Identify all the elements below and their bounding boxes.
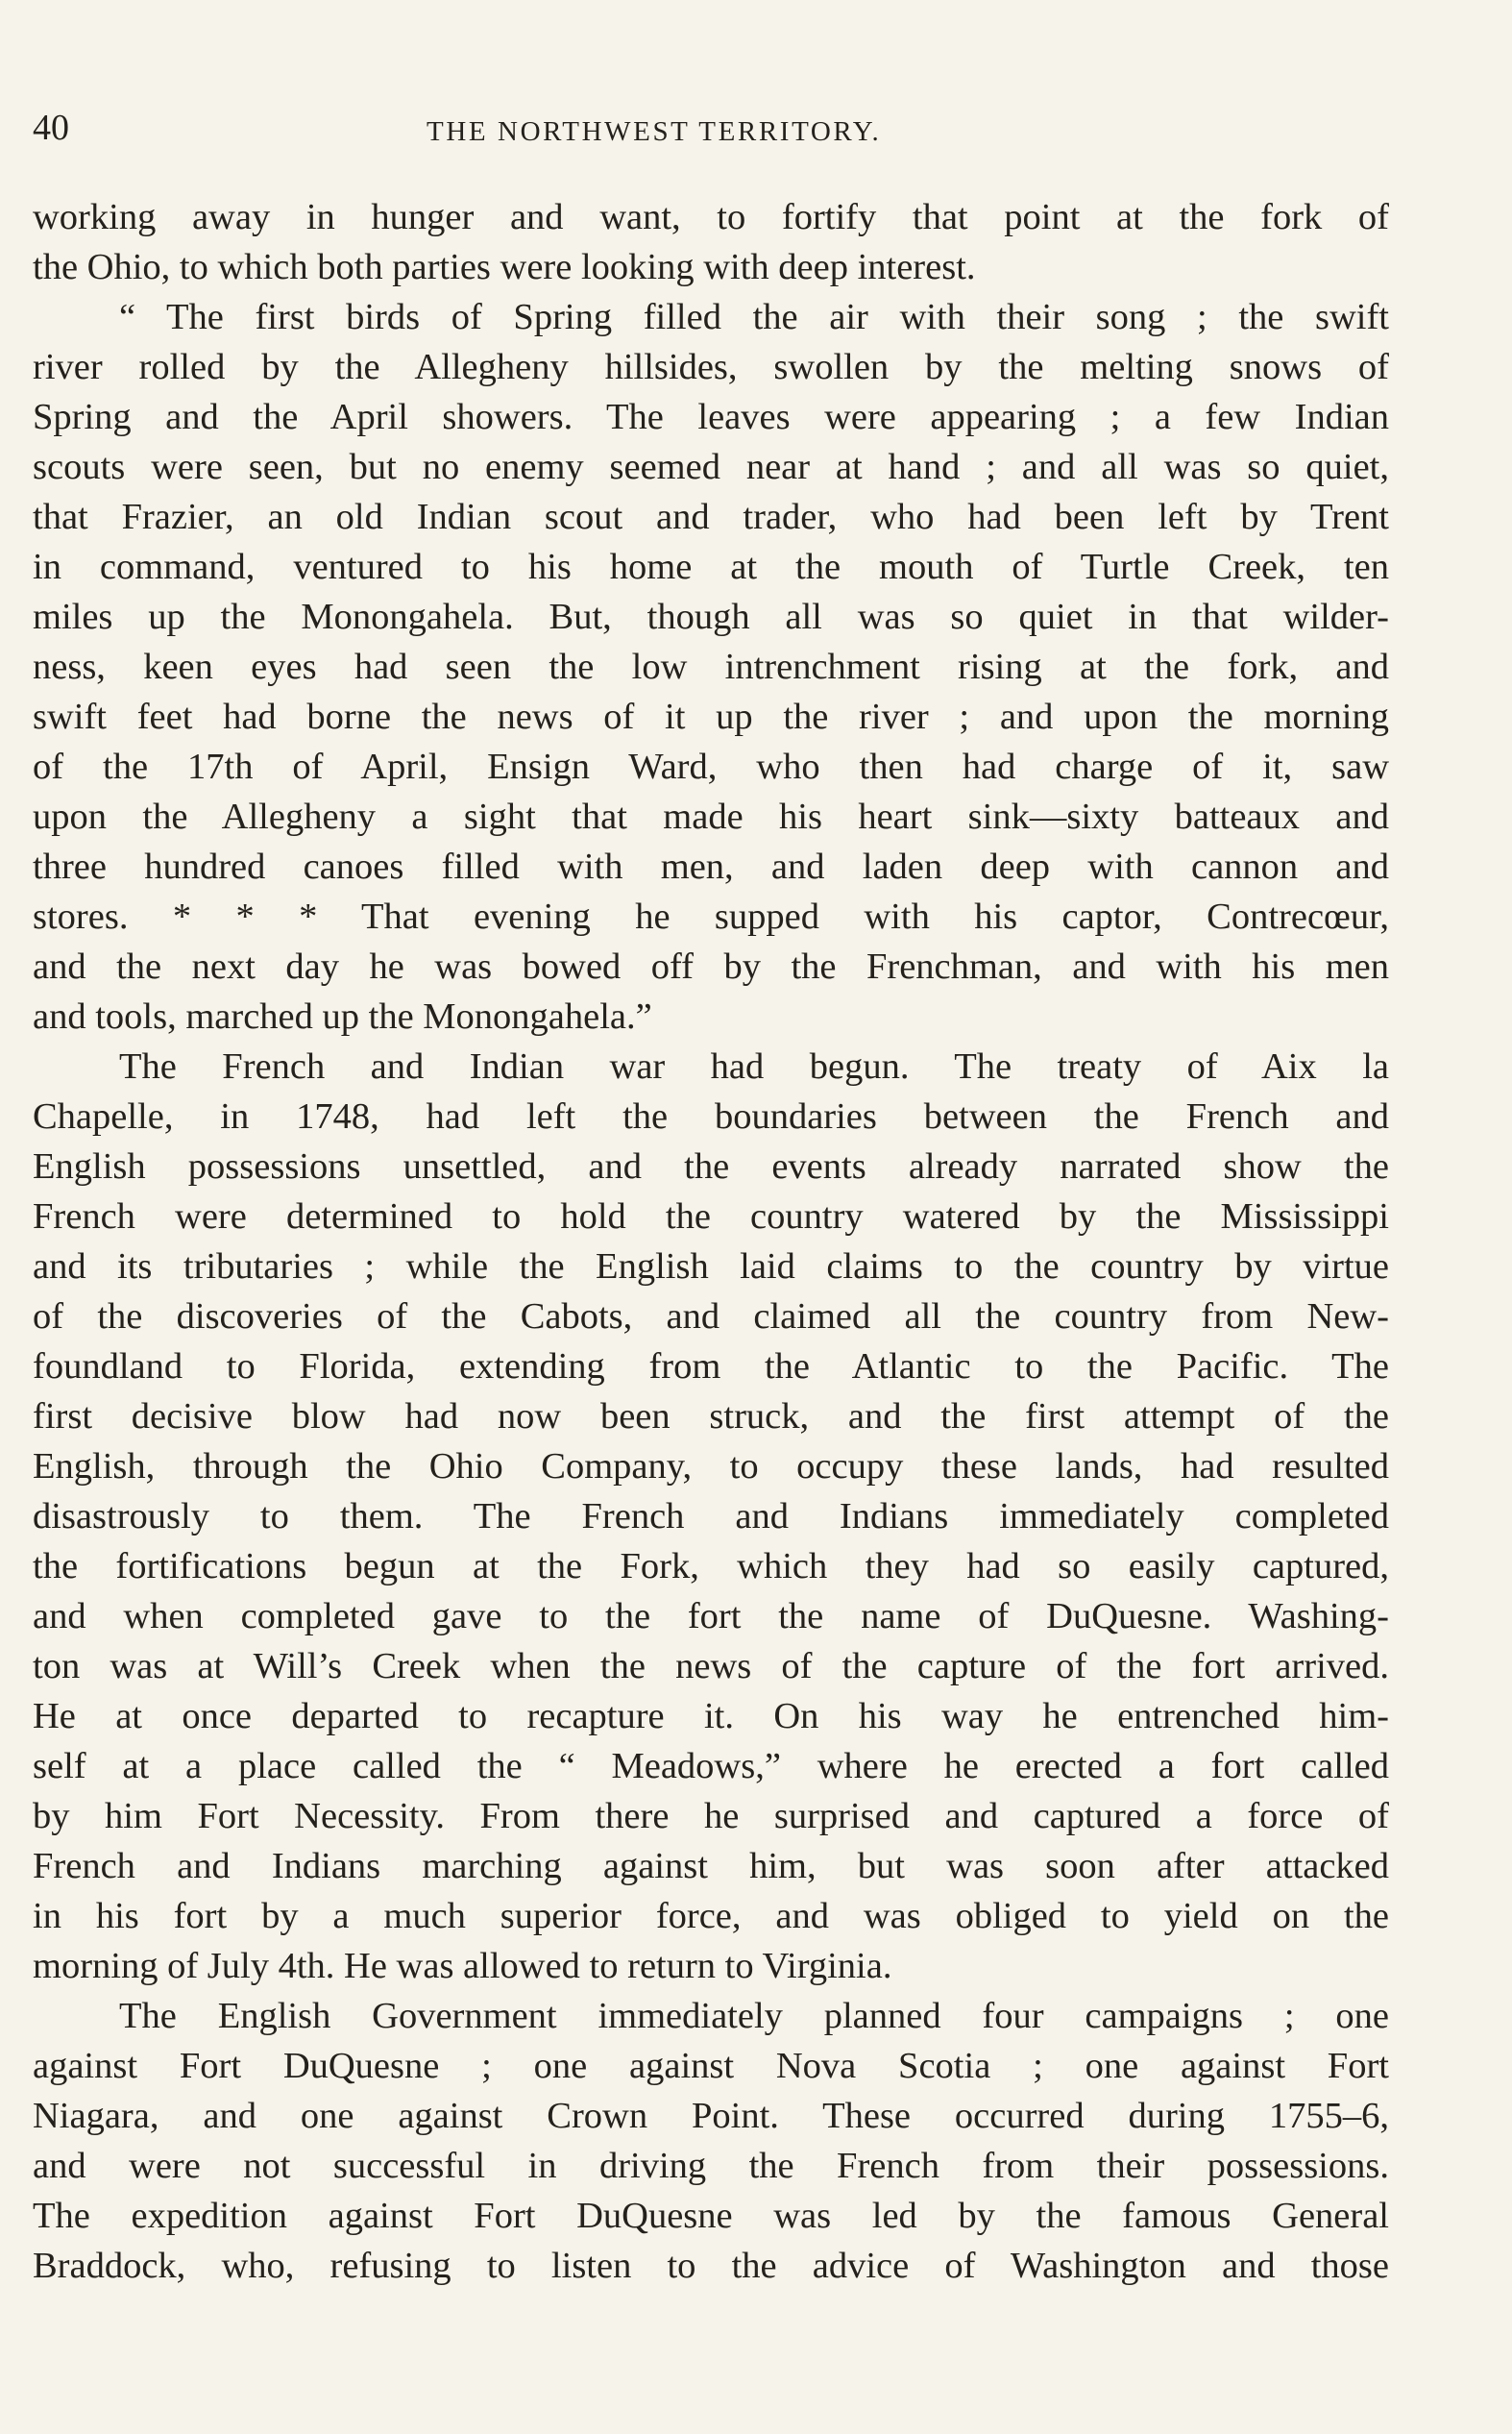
text-line: scouts were seen, but no enemy seemed near at hand ; and all was so quiet, xyxy=(33,447,1389,487)
body-text xyxy=(33,192,1389,2291)
text-line: ness, keen eyes had seen the low intrenchment rising at the fork, and xyxy=(33,647,1389,687)
text-line: stores. * * * That evening he supped with his captor, Contrecœur, xyxy=(33,897,1389,937)
text-line: self at a place called the “ Meadows,” where he erected a fort called xyxy=(33,1746,1389,1786)
page-number: 40 xyxy=(33,108,69,148)
text-line: upon the Allegheny a sight that made his heart sink—sixty batteaux and xyxy=(33,797,1389,837)
text-line: The expedition against Fort DuQuesne was led by the famous General xyxy=(33,2196,1389,2236)
text-line: and its tributaries ; while the English laid claims to the country by virtue xyxy=(33,1246,1389,1287)
text-line: the Ohio, to which both parties were looking with deep interest. xyxy=(33,247,976,287)
text-line: disastrously to them. The French and Indians immediately completed xyxy=(33,1496,1389,1537)
text-line: in command, ventured to his home at the mouth of Turtle Creek, ten xyxy=(33,547,1389,587)
page-header xyxy=(33,104,1387,152)
text-line: against Fort DuQuesne ; one against Nova Scotia ; one against Fort xyxy=(33,2046,1389,2086)
text-line: English possessions unsettled, and the events already narrated show the xyxy=(33,1146,1389,1187)
text-line: the fortifications begun at the Fork, which they had so easily captured, xyxy=(33,1546,1389,1586)
text-line: foundland to Florida, extending from the Atlantic to the Pacific. The xyxy=(33,1346,1389,1387)
text-line: swift feet had borne the news of it up the river ; and upon the morning xyxy=(33,697,1389,737)
text-line: Braddock, who, refusing to listen to the advice of Washington and those xyxy=(33,2246,1389,2286)
text-line: and the next day he was bowed off by the Frenchman, and with his men xyxy=(33,947,1389,987)
text-line: working away in hunger and want, to fortify that point at the fork of xyxy=(33,197,1389,237)
text-line: The French and Indian war had begun. The treaty of Aix la xyxy=(119,1046,1389,1087)
text-line: in his fort by a much superior force, and was obliged to yield on the xyxy=(33,1896,1389,1936)
running-head: THE NORTHWEST TERRITORY. xyxy=(427,116,882,147)
text-line: of the discoveries of the Cabots, and claimed all the country from New- xyxy=(33,1296,1389,1337)
text-line: and were not successful in driving the French from their possessions. xyxy=(33,2146,1389,2186)
text-line: ton was at Will’s Creek when the news of the capture of the fort arrived. xyxy=(33,1646,1389,1686)
text-line: He at once departed to recapture it. On his way he entrenched him- xyxy=(33,1696,1389,1736)
text-line: French were determined to hold the country watered by the Mississippi xyxy=(33,1196,1389,1237)
text-line: and when completed gave to the fort the name of DuQuesne. Washing- xyxy=(33,1596,1389,1636)
text-line: that Frazier, an old Indian scout and trader, who had been left by Trent xyxy=(33,497,1389,537)
text-line: Spring and the April showers. The leaves were appearing ; a few Indian xyxy=(33,397,1389,437)
text-line: three hundred canoes filled with men, and laden deep with cannon and xyxy=(33,847,1389,887)
text-line: miles up the Monongahela. But, though all was so quiet in that wilder- xyxy=(33,597,1389,637)
text-line: by him Fort Necessity. From there he surprised and captured a force of xyxy=(33,1796,1389,1836)
text-line: of the 17th of April, Ensign Ward, who then had charge of it, saw xyxy=(33,747,1389,787)
text-line: river rolled by the Allegheny hillsides, swollen by the melting snows of xyxy=(33,347,1389,387)
text-line: French and Indians marching against him, but was soon after attacked xyxy=(33,1846,1389,1886)
text-line: “ The first birds of Spring filled the air with their song ; the swift xyxy=(119,297,1389,337)
text-line: morning of July 4th. He was allowed to return to Virginia. xyxy=(33,1946,892,1986)
text-line: and tools, marched up the Monongahela.” xyxy=(33,996,652,1037)
text-line: first decisive blow had now been struck, and the first attempt of the xyxy=(33,1396,1389,1437)
text-line: Chapelle, in 1748, had left the boundaries between the French and xyxy=(33,1096,1389,1137)
text-line: English, through the Ohio Company, to occupy these lands, had resulted xyxy=(33,1446,1389,1487)
text-line: The English Government immediately planned four campaigns ; one xyxy=(119,1996,1389,2036)
text-line: Niagara, and one against Crown Point. These occurred during 1755–6, xyxy=(33,2096,1389,2136)
